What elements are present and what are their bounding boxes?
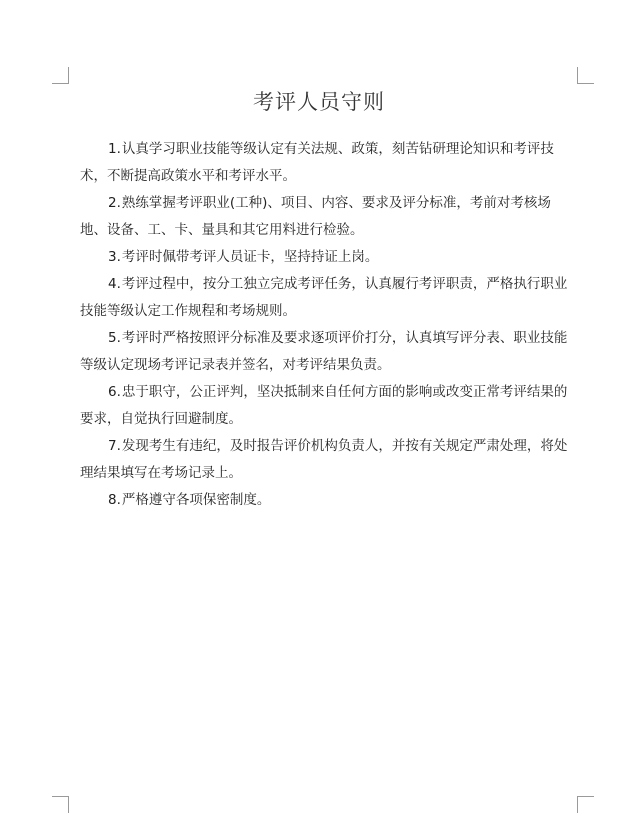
rule-text: 考评过程中，按分工独立完成考评任务，认真履行考评职责，严格执行职业技能等级认定工作规程和考场规则。 (80, 276, 568, 319)
rule-text: 忠于职守，公正评判，坚决抵制来自任何方面的影响或改变正常考评结果的要求，自觉执行回避制度。 (80, 384, 568, 427)
rule-text: 严格遵守各项保密制度。 (121, 492, 271, 508)
rule-text: 熟练掌握考评职业(工种)、项目、内容、要求及评分标准，考前对考核场地、设备、工、卡、量具和其它用料进行检验。 (80, 195, 551, 238)
rule-text: 认真学习职业技能等级认定有关法规、政策，刻苦钻研理论知识和考评技术，不断提高政策水平和考评水平。 (80, 141, 554, 184)
corner-mark-bottom-left (52, 796, 69, 813)
rule-number: 1. (108, 141, 121, 157)
rule-number: 8. (108, 492, 121, 508)
corner-mark-top-right (577, 67, 594, 84)
rule-item-1 (80, 136, 576, 190)
rule-number: 5. (108, 330, 121, 346)
rule-item-5 (80, 325, 576, 379)
rule-number: 4. (108, 276, 121, 292)
rule-item-7 (80, 433, 576, 487)
rule-number: 6. (108, 384, 121, 400)
document-title: 考评人员守则 (253, 90, 385, 114)
rules-list (80, 136, 576, 514)
rule-text: 考评时严格按照评分标准及要求逐项评价打分，认真填写评分表、职业技能等级认定现场考评记录表并签名，对考评结果负责。 (80, 330, 568, 373)
rule-text: 发现考生有违纪，及时报告评价机构负责人，并按有关规定严肃处理，将处理结果填写在考场记录上。 (80, 438, 568, 481)
rule-number: 3. (108, 249, 121, 265)
corner-mark-bottom-right (577, 796, 594, 813)
rule-item-2 (80, 190, 576, 244)
rule-item-6 (80, 379, 576, 433)
rule-item-4 (80, 271, 576, 325)
rule-number: 2. (108, 195, 121, 211)
corner-mark-top-left (52, 67, 69, 84)
rule-number: 7. (108, 438, 121, 454)
rule-item-8 (80, 487, 576, 514)
rule-item-3 (80, 244, 576, 271)
rule-text: 考评时佩带考评人员证卡，坚持持证上岗。 (121, 249, 379, 265)
